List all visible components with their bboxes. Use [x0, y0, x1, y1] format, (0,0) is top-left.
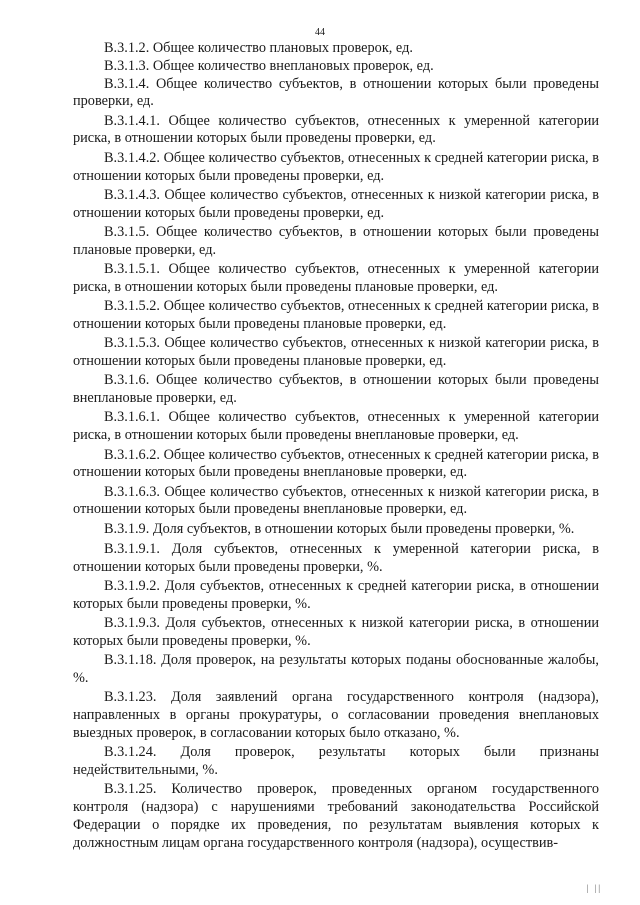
paragraph-b-3-1-23: В.3.1.23. Доля заявлений органа государственного контроля (надзора), направленных в органы прокуратуры, о согласовании проведения внеплановых выездных проверок, в согласовании которых было отказано, %. — [73, 689, 599, 741]
paragraph-b-3-1-4-3: В.3.1.4.3. Общее количество субъектов, отнесенных к низкой категории риска, в отношении которых были проведены проверки, ед. — [73, 186, 599, 221]
paragraph-b-3-1-5-2: В.3.1.5.2. Общее количество субъектов, отнесенных к средней категории риска, в отношении которых были проведены плановые проверки, ед. — [73, 298, 599, 332]
page-number: 44 — [315, 27, 325, 38]
paragraph-b-3-1-6: В.3.1.6. Общее количество субъектов, в отношении которых были проведены внеплановые проверки, ед. — [73, 372, 599, 407]
paragraph-b-3-1-25: В.3.1.25. Количество проверок, проведенных органом государственного контроля (надзора) с нарушениями требований законодательства Российской Федерации о порядке их проведения, по результатам выявления которых к должностным лицам органа государственного контроля (надзора), осуществив- — [73, 781, 599, 851]
paragraph-b-3-1-4-2: В.3.1.4.2. Общее количество субъектов, отнесенных к средней категории риска, в отношении которых были проведены проверки, ед. — [73, 149, 599, 184]
paragraph-b-3-1-9-2: В.3.1.9.2. Доля субъектов, отнесенных к средней категории риска, в отношении которых были проведены проверки, %. — [73, 578, 599, 612]
paragraph-b-3-1-3: В.3.1.3. Общее количество внеплановых проверок, ед. — [104, 57, 434, 74]
paragraph-b-3-1-2: В.3.1.2. Общее количество плановых проверок, ед. — [104, 40, 413, 56]
paragraph-b-3-1-9: В.3.1.9. Доля субъектов, в отношении которых были проведены проверки, %. — [104, 520, 575, 537]
paragraph-b-3-1-4-1: В.3.1.4.1. Общее количество субъектов, отнесенных к умеренной категории риска, в отношении которых были проведены проверки, ед. — [73, 112, 599, 147]
paragraph-b-3-1-5-1: В.3.1.5.1. Общее количество субъектов, отнесенных к умеренной категории риска, в отношении которых были проведены плановые проверки, ед. — [73, 261, 599, 295]
paragraph-b-3-1-4: В.3.1.4. Общее количество субъектов, в отношении которых были проведены проверки, ед. — [73, 75, 599, 110]
footer-mark: | || — [586, 883, 602, 893]
document-body — [73, 40, 599, 853]
paragraph-b-3-1-5: В.3.1.5. Общее количество субъектов, в отношении которых были проведены плановые проверки, ед. — [73, 223, 599, 258]
paragraph-b-3-1-24: В.3.1.24. Доля проверок, результаты которых были признаны недействительными, %. — [73, 744, 599, 779]
paragraph-b-3-1-9-3: В.3.1.9.3. Доля субъектов, отнесенных к низкой категории риска, в отношении которых были проведены проверки, %. — [73, 615, 599, 649]
paragraph-b-3-1-18: В.3.1.18. Доля проверок, на результаты которых поданы обоснованные жалобы, %. — [73, 652, 599, 687]
paragraph-b-3-1-5-3: В.3.1.5.3. Общее количество субъектов, отнесенных к низкой категории риска, в отношении которых были проведены плановые проверки, ед. — [73, 335, 599, 370]
paragraph-b-3-1-9-1: В.3.1.9.1. Доля субъектов, отнесенных к умеренной категории риска, в отношении которых были проведены проверки, %. — [73, 541, 599, 575]
paragraph-b-3-1-6-1: В.3.1.6.1. Общее количество субъектов, отнесенных к умеренной категории риска, в отношении которых были проведены внеплановые проверки, ед. — [73, 409, 599, 444]
paragraph-b-3-1-6-3: В.3.1.6.3. Общее количество субъектов, отнесенных к низкой категории риска, в отношении которых были проведены внеплановые проверки, ед. — [73, 483, 599, 518]
paragraph-b-3-1-6-2: В.3.1.6.2. Общее количество субъектов, отнесенных к средней категории риска, в отношении которых были проведены внеплановые проверки, ед. — [73, 446, 599, 481]
